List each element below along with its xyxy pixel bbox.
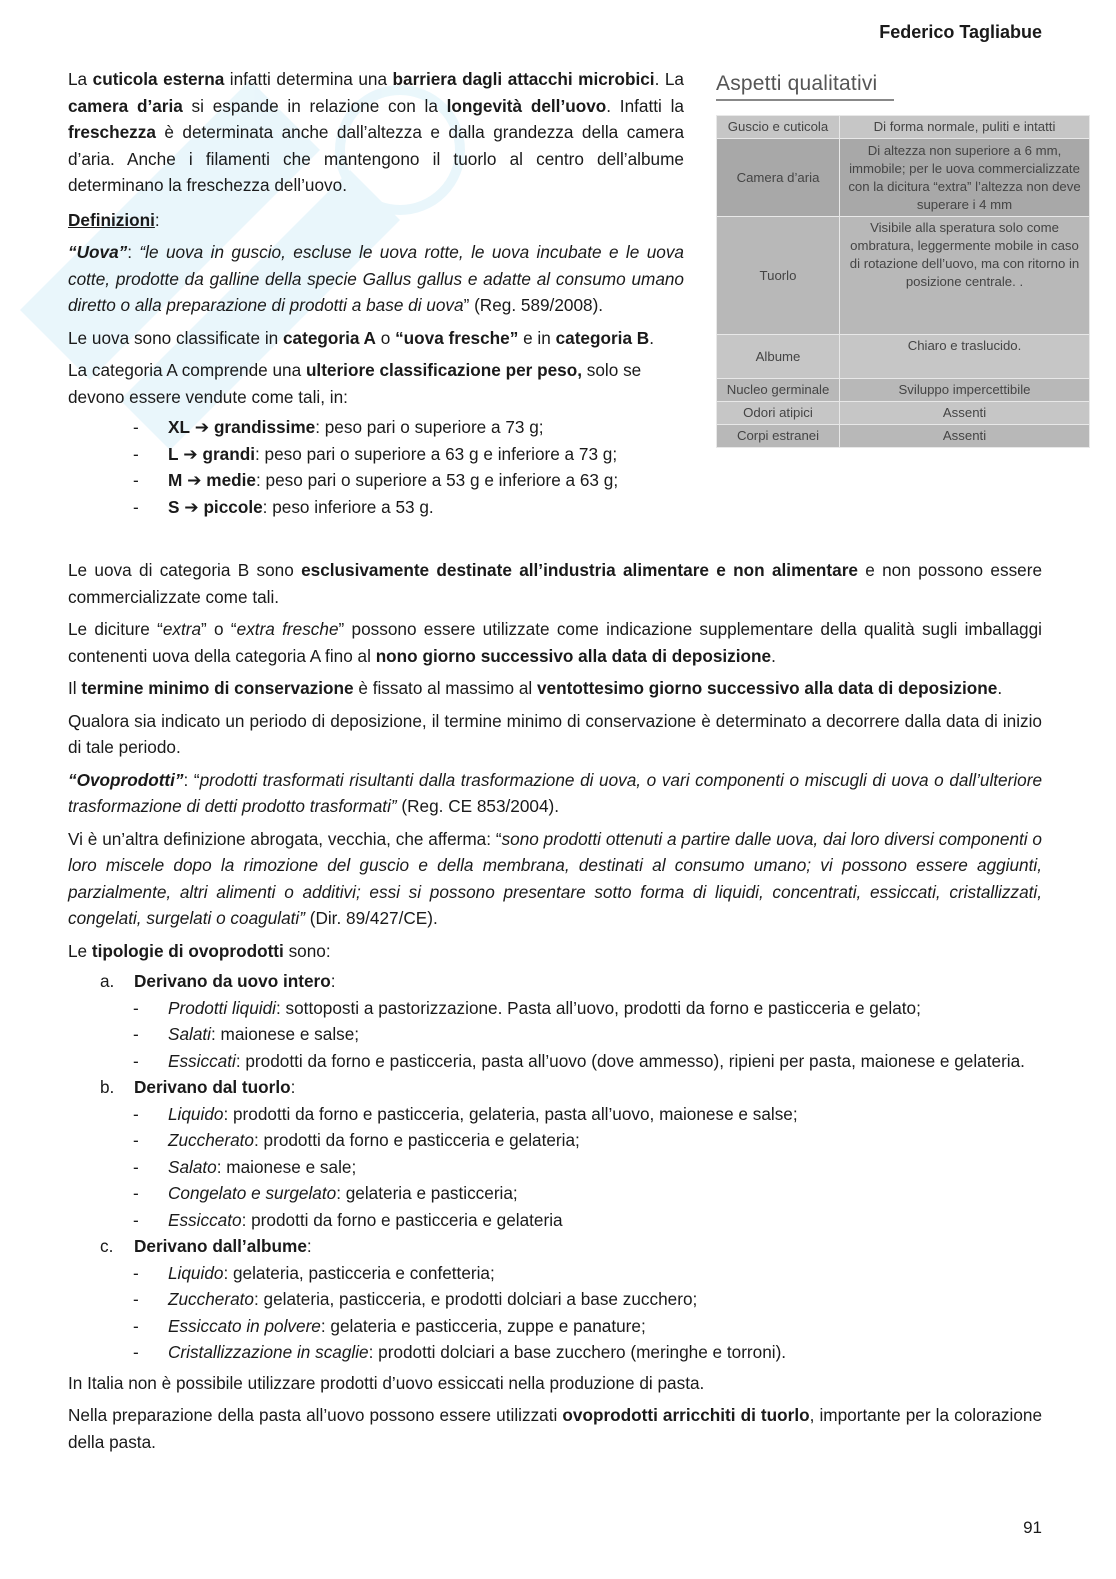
group-heading: a. Derivano da uovo intero: (100, 971, 336, 991)
group-heading: c. Derivano dall’albume: (100, 1236, 312, 1256)
table-key: Camera d’aria (717, 139, 840, 217)
table-row (717, 116, 1090, 139)
table-value: Assenti (840, 425, 1090, 448)
uova-definition: “le uova in guscio, escluse le uova rotte, le uova incubate e le uova cotte, prodotte da galline della specie Gallus gallus e adatte al consumo umano diretto o alla preparazione di prodotti a base di uova (68, 242, 684, 315)
group-whole-egg (68, 968, 1042, 1074)
table-value: Assenti (840, 402, 1090, 425)
table-key: Odori atipici (717, 402, 840, 425)
paragraph-italia: In Italia non è possibile utilizzare prodotti d’uovo essiccati nella produzione di pasta. (68, 1372, 705, 1393)
group-yolk (68, 1074, 1042, 1233)
paragraph-extra: Le diciture “extra” o “extra fresche” possono essere utilizzate come indicazione supplementare della qualità sugli imballaggi contenenti uova della categoria A fino al nono giorno successivo alla data di deposizione. (68, 619, 1042, 666)
author-name: Federico Tagliabue (879, 22, 1042, 42)
paragraph-types: Le tipologie di ovoprodotti sono: (68, 940, 331, 961)
table-key: Corpi estranei (717, 425, 840, 448)
size-item-l: - L ➔ grandi: peso pari o superiore a 63 g e inferiore a 73 g; (133, 443, 618, 464)
paragraph-tmc: Il termine minimo di conservazione è fissato al massimo al ventottesimo giorno successivo alla data di deposizione. (68, 678, 1003, 698)
list-item: - Essiccati: prodotti da forno e pasticceria, pasta all’uovo (dove ammesso), ripieni per pasta, maionese e gelateria. (133, 1050, 1025, 1071)
group-items (68, 1101, 1042, 1234)
list-item: - Essiccato: prodotti da forno e pasticceria e gelateria (133, 1209, 563, 1230)
size-item-xl: - XL ➔ grandissime: peso pari o superiore a 73 g; (133, 417, 544, 437)
definitions-heading: Definizioni (68, 209, 155, 230)
list-item: - Salati: maionese e salse; (133, 1024, 360, 1044)
table-row (717, 425, 1090, 448)
page-number: 91 (1023, 1518, 1042, 1537)
paragraph-uova-definition: “Uova”: “le uova in guscio, escluse le uova rotte, le uova incubate e le uova cotte, prodotte da galline della specie Gallus gallus e adatte al consumo umano diretto o alla preparazione di prodotti a base di uova” (Reg. 589/2008). (68, 242, 684, 315)
paragraph-category-b: Le uova di categoria B sono esclusivamente destinate all’industria alimentare e non alimentare e non possono essere commercializzate come tali. (68, 560, 1042, 607)
uova-reference: ” (Reg. 589/2008). (463, 295, 604, 315)
size-item-m: - M ➔ medie: peso pari o superiore a 53 g e inferiore a 63 g; (133, 470, 619, 490)
table-value: Di forma normale, puliti e intatti (840, 116, 1090, 139)
table-key: Tuorlo (717, 217, 840, 335)
quality-aspects-table (716, 115, 1090, 448)
uova-term: “Uova” (68, 242, 128, 262)
table-row (717, 335, 1090, 379)
table-value: Visibile alla speratura solo come ombratura, leggermente mobile in caso di rotazione dell’uovo, ma con ritorno in posizione centrale. . (840, 217, 1090, 335)
table-value: Di altezza non superiore a 6 mm, immobile; per le uova commercializzate con la dicitura “extra” l’altezza non deve superare i 4 mm (840, 139, 1090, 217)
paragraph-ovoprodotti: “Ovoprodotti”: “prodotti trasformati risultanti dalla trasformazione di uova, o vari componenti o miscugli di uova o dall’ulteriore trasformazione di detti prodotto trasformati” (Reg. CE 853/2004). (68, 769, 1042, 816)
table-key: Nucleo germinale (717, 379, 840, 402)
list-item: - Essiccato in polvere: gelateria e pasticceria, zuppe e panature; (133, 1315, 646, 1336)
main-body (68, 557, 1042, 1461)
size-list (68, 414, 684, 520)
list-item: - Zuccherato: gelateria, pasticceria, e prodotti dolciari a base zucchero; (133, 1289, 698, 1309)
paragraph-period: Qualora sia indicato un periodo di deposizione, il termine minimo di conservazione è determinato a decorrere dalla data di inizio di tale periodo. (68, 710, 1042, 757)
list-item: - Prodotti liquidi: sottoposti a pastorizzazione. Pasta all’uovo, prodotti da forno e pasticceria e gelato; (133, 997, 921, 1018)
paragraph-intro: La cuticola esterna infatti determina una barriera dagli attacchi microbici. La camera d’aria si espande in relazione con la longevità dell’uovo. Infatti la freschezza è determinata anche dall’altezza e dalla grandezza della camera d’aria. Anche i filamenti che mantengono il tuorlo al centro dell’albume determinano la freschezza dell’uovo. (68, 69, 684, 195)
table-row (717, 402, 1090, 425)
table-key: Albume (717, 335, 840, 379)
list-item: - Zuccherato: prodotti da forno e pasticceria e gelateria; (133, 1130, 580, 1150)
table-key: Guscio e cuticola (717, 116, 840, 139)
definitions-heading-line: Definizioni: (68, 209, 160, 230)
table-row (717, 139, 1090, 217)
list-item: - Salato: maionese e sale; (133, 1156, 357, 1177)
table-value: Chiaro e traslucido. (840, 335, 1090, 379)
table-row (717, 379, 1090, 402)
paragraph-weight-classes: La categoria A comprende una ulteriore classificazione per peso, solo se devono essere vendute come tali, in: (68, 360, 642, 407)
group-albumen (68, 1233, 1042, 1366)
group-items (68, 995, 1042, 1075)
figure-title: Aspetti qualitativi (716, 72, 1094, 101)
paragraph-old-definition: Vi è un’altra definizione abrogata, vecchia, che afferma: “sono prodotti ottenuti a partire dalle uova, dai loro diversi componenti o loro miscele dopo la rimozione del guscio e della membrana, destinati al consumo umano; vi possono essere aggiunti, parzialmente, altri alimenti o additivi; essi si possono presentare sotto forma di liquidi, concentrati, essiccati, cristallizzati, congelati, surgelati o coagulati” (Dir. 89/427/CE). (68, 828, 1042, 928)
group-items (68, 1260, 1042, 1366)
quality-aspects-figure (716, 72, 1094, 448)
table-row (717, 217, 1090, 335)
table-value: Sviluppo impercettibile (840, 379, 1090, 402)
paragraph-pasta: Nella preparazione della pasta all’uovo possono essere utilizzati ovoprodotti arricchiti di tuorlo, importante per la colorazione della pasta. (68, 1405, 1042, 1452)
list-item: - Congelato e surgelato: gelateria e pasticceria; (133, 1183, 518, 1203)
paragraph-categories: Le uova sono classificate in categoria A o “uova fresche” e in categoria B. (68, 327, 654, 348)
group-heading: b. Derivano dal tuorlo: (100, 1077, 296, 1097)
list-item: - Liquido: prodotti da forno e pasticceria, gelateria, pasta all’uovo, maionese e salse; (133, 1103, 798, 1124)
size-item-s: - S ➔ piccole: peso inferiore a 53 g. (133, 496, 434, 517)
list-item: - Cristallizzazione in scaglie: prodotti dolciari a base zucchero (meringhe e torroni). (133, 1342, 787, 1362)
left-column (68, 66, 684, 520)
list-item: - Liquido: gelateria, pasticceria e confetteria; (133, 1262, 495, 1283)
